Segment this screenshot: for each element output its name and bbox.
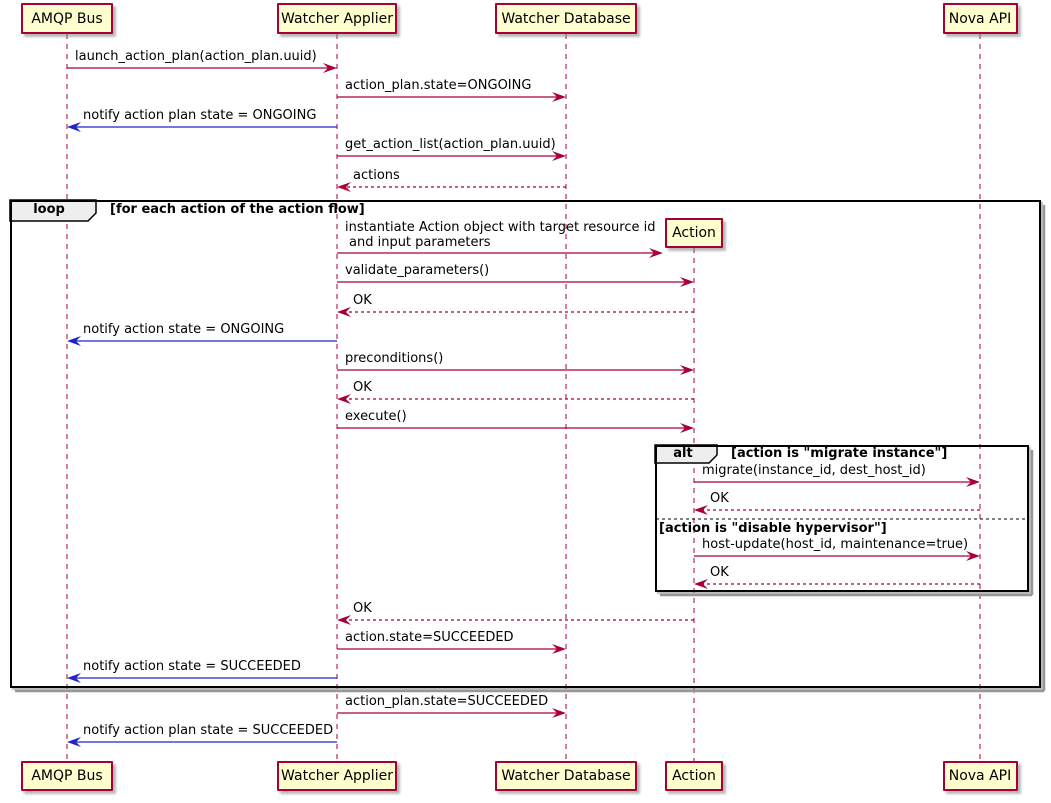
message-label-2 [83,108,316,123]
message-text: launch_action_plan(action_plan.uuid) [75,49,317,64]
message-label-1 [345,78,531,93]
message-text: notify action plan state = ONGOING [83,108,317,123]
message-text: OK [710,565,729,580]
participant-top-nova: Nova API [943,3,1018,34]
message-text: OK [353,380,372,395]
alt-operator: alt [673,445,693,461]
message-text: action_plan.state=ONGOING [345,78,532,93]
participant-bottom-amqp: AMQP Bus [21,761,113,791]
message-label-19 [345,694,548,709]
message-text: execute() [345,409,407,424]
loop-guard: [for each action of the action flow] [110,202,365,217]
participant-bottom-action: Action [665,761,723,791]
participant-top-amqp: AMQP Bus [21,3,113,34]
message-text-line2: and input parameters [349,235,491,250]
participant-bottom-applier: Watcher Applier [277,761,397,791]
participant-top-applier: Watcher Applier [277,3,397,34]
loop-fragment-frame [10,200,1041,688]
message-text: migrate(instance_id, dest_host_id) [702,463,926,478]
message-label-20 [83,723,333,738]
message-text: notify action plan state = SUCCEEDED [83,723,334,738]
message-text: OK [353,601,372,616]
participant-bottom-database: Watcher Database [495,761,637,791]
alt-guard-2: [action is "disable hypervisor"] [659,521,887,536]
alt-guard-1: [action is "migrate instance"] [731,446,948,461]
message-text: host-update(host_id, maintenance=true) [702,537,969,552]
message-text: OK [353,293,372,308]
loop-operator: loop [33,202,65,217]
message-text: OK [710,491,729,506]
message-text: notify action state = SUCCEEDED [83,659,301,674]
participant-top-database: Watcher Database [495,3,637,34]
message-text: get_action_list(action_plan.uuid) [345,137,556,152]
message-label-4 [353,168,400,183]
message-text: action_plan.state=SUCCEEDED [345,694,549,709]
message-label-3 [345,137,556,152]
message-text: preconditions() [345,351,444,366]
alt-fragment-frame [655,445,1029,592]
message-label-0 [75,49,317,64]
message-text: action.state=SUCCEEDED [345,630,514,645]
participant-bottom-nova: Nova API [943,761,1018,791]
message-text: notify action state = ONGOING [83,322,285,337]
message-text: instantiate Action object with target resource id [345,220,656,235]
message-text: actions [353,168,400,183]
participant-top-action: Action [665,218,723,248]
message-text: validate_parameters() [345,263,490,278]
